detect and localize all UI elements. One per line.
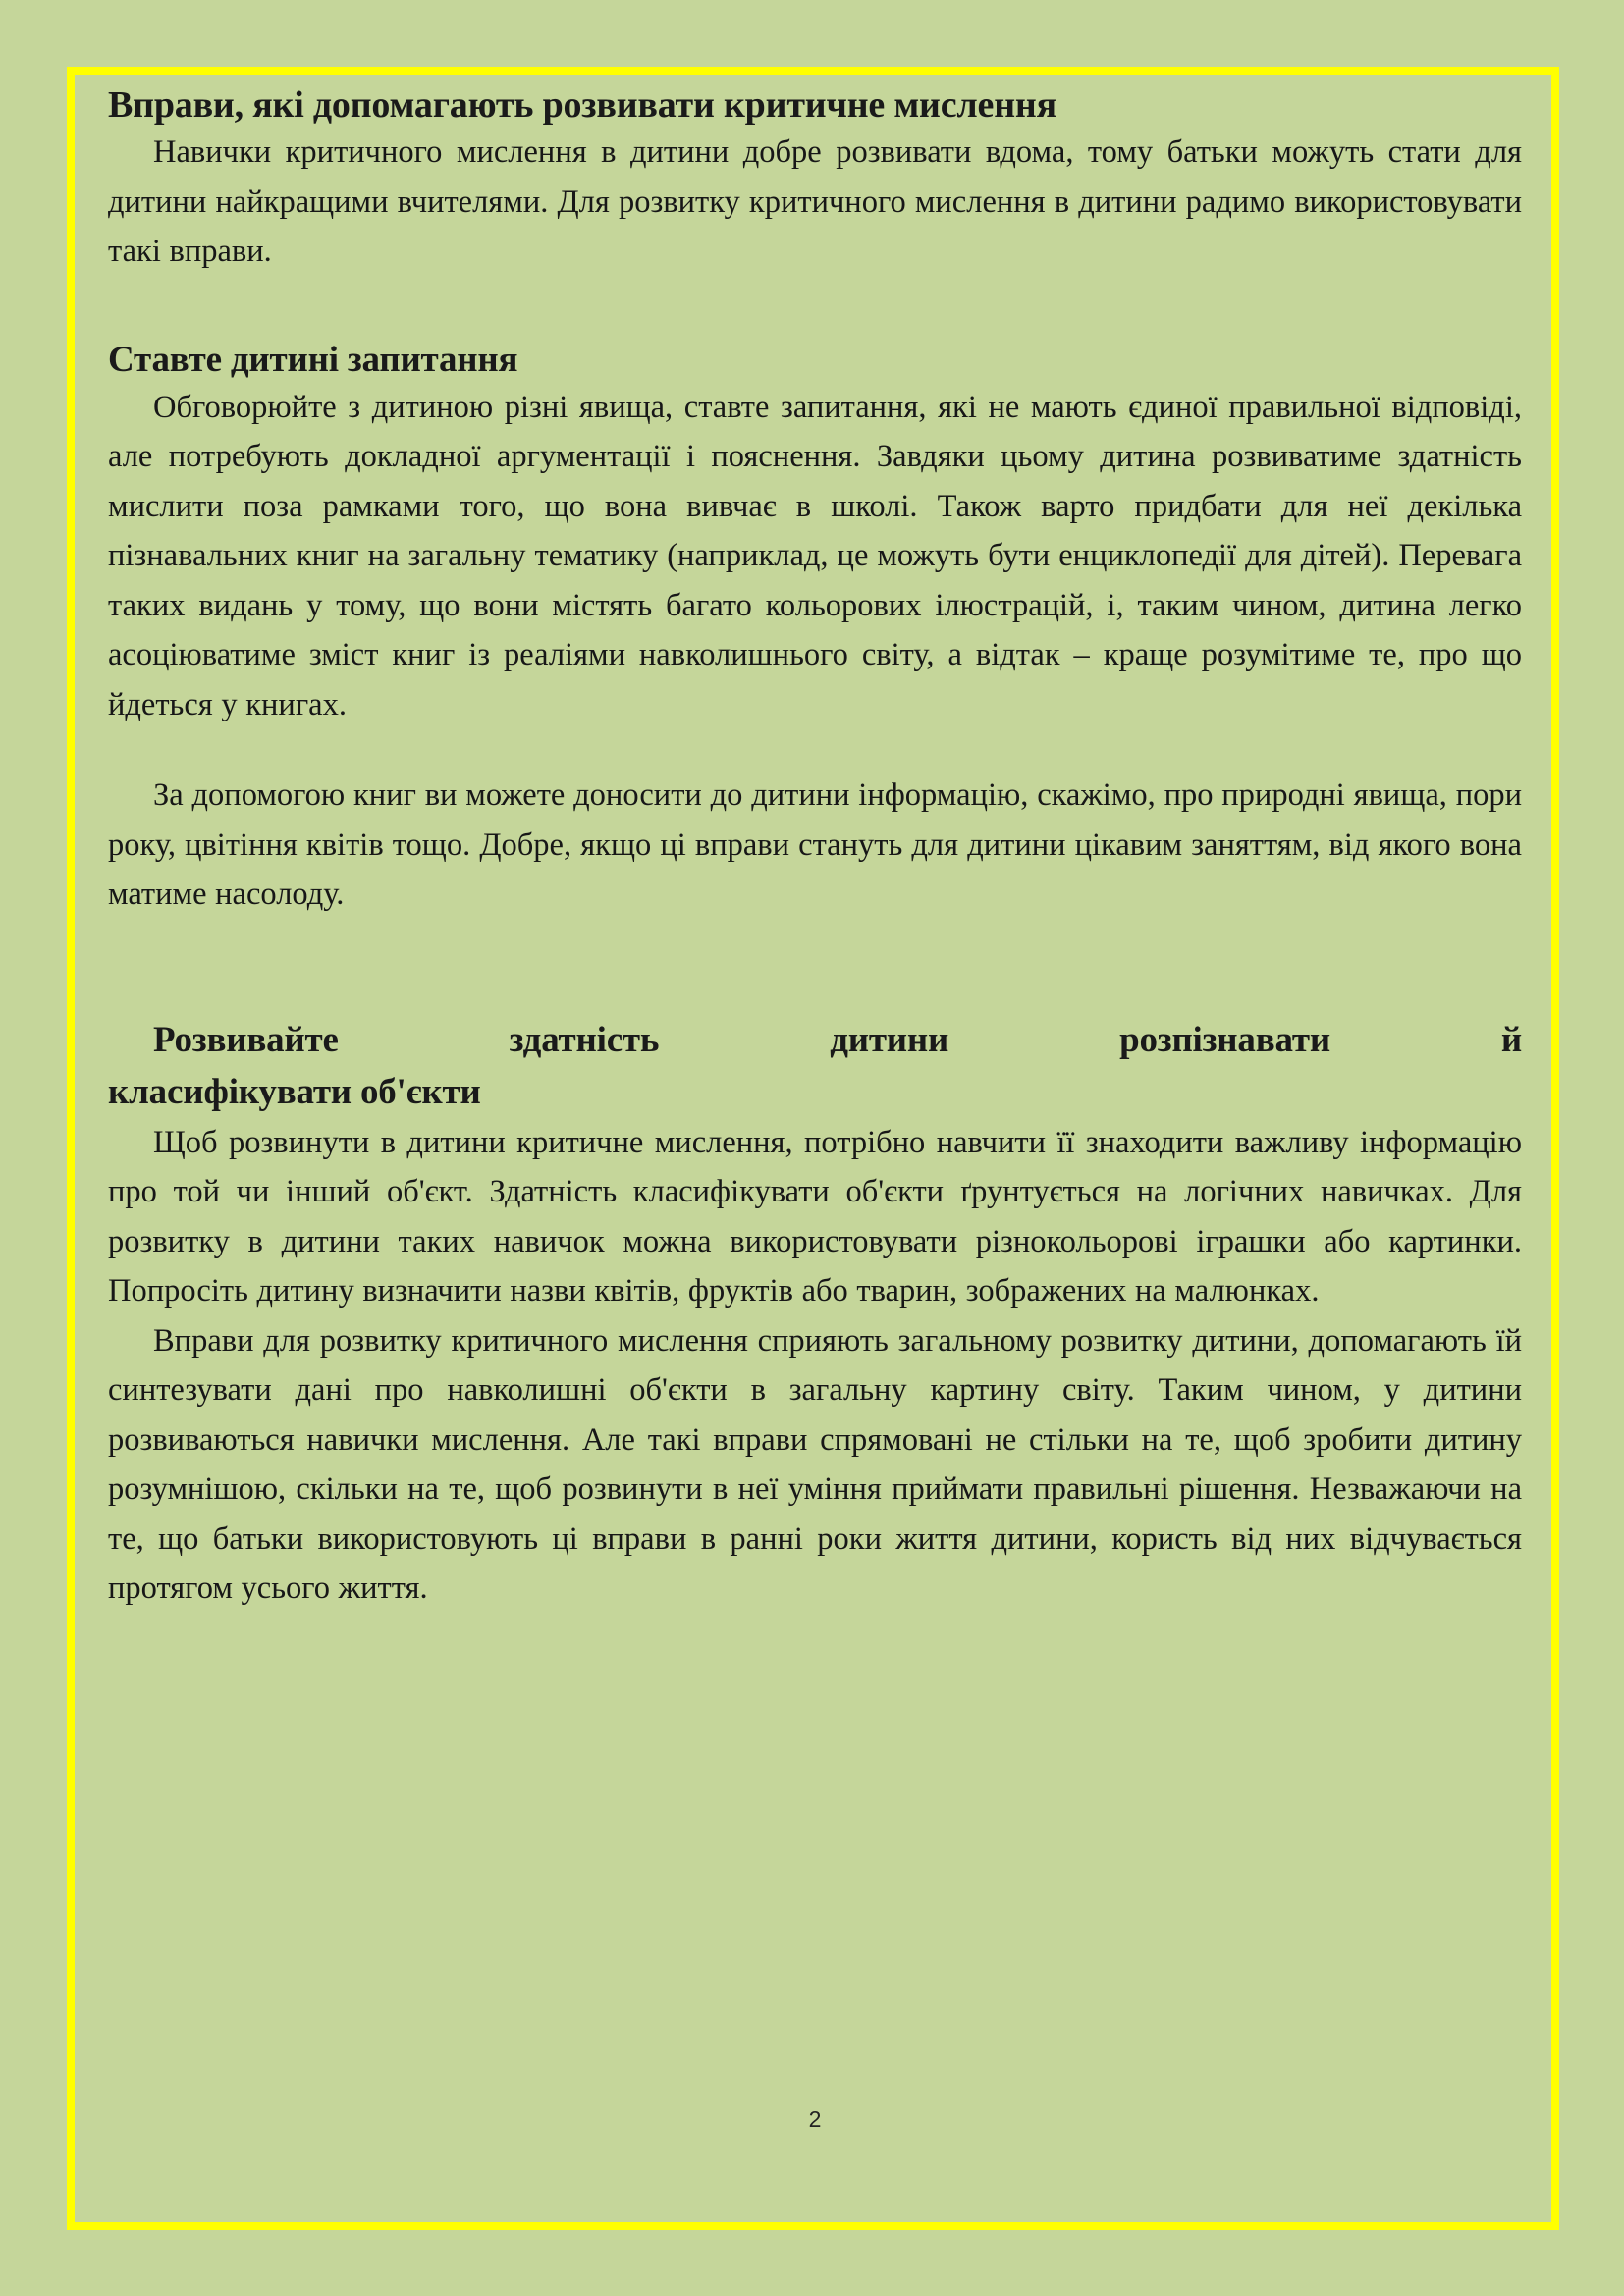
paragraph-spacer <box>108 729 1522 771</box>
section-spacer <box>108 920 1522 1014</box>
page-content <box>108 82 1522 2203</box>
paragraph-books-information: За допомогою книг ви можете доносити до дитини інформацію, скажімо, про природні явища, пори року, цвітіння квітів тощо. Добре, якщо ці вправи стануть для дитини цікавим заняттям, від якого вона матиме насолоду. <box>108 777 1522 912</box>
heading-line-secondary: класифікувати об'єкти <box>108 1071 481 1112</box>
section-heading-classify-objects <box>108 1014 1522 1118</box>
section-heading-ask-questions: Ставте дитині запитання <box>108 339 518 380</box>
paragraph-develop-classification: Щоб розвинути в дитини критичне мислення, потрібно навчити її знаходити важливу інформацію про той чи інший об'єкт. Здатність класифікувати об'єкти ґрунтується на логічних навичках. Для розвитку в дитини таких навичок можна використовувати різнокольорові іграшки або картинки. Попросіть дитину визначити назви квітів, фруктів або тварин, зображених на малюнках. <box>108 1124 1522 1308</box>
heading-line-primary: Розвивайте здатність дитини розпізнавати й <box>153 1019 1522 1060</box>
paragraph-intro: Навички критичного мислення в дитини добре розвивати вдома, тому батьки можуть стати для дитини найкращими вчителями. Для розвитку критичного мислення в дитини радимо використовувати такі вправи. <box>108 134 1522 269</box>
paragraph-exercises-benefit: Вправи для розвитку критичного мислення сприяють загальному розвитку дитини, допомагають їй синтезувати дані про навколишні об'єкти в загальну картину світу. Таким чином, у дитини розвиваються навички мислення. Але такі вправи спрямовані не стільки на те, щоб зробити дитину розумнішою, скільки на те, щоб розвинути в неї уміння приймати правильні рішення. Незважаючи на те, що батьки використовують ці вправи в ранні роки життя дитини, користь від них відчувається протягом усього життя. <box>108 1322 1522 1606</box>
section-spacer <box>108 277 1522 338</box>
page-title: Вправи, які допомагають розвивати критичне мислення <box>108 84 1056 126</box>
page-number: 2 <box>808 2107 822 2132</box>
paragraph-discuss-phenomena: Обговорюйте з дитиною різні явища, ставте запитання, які не мають єдиної правильної відповіді, але потребують докладної аргументації і пояснення. Завдяки цьому дитина розвиватиме здатність мислити поза рамками того, що вона вивчає в школі. Також варто придбати для неї декілька пізнавальних книг на загальну тематику (наприклад, це можуть бути енциклопедії для дітей). Перевага таких видань у тому, що вони містять багато кольорових ілюстрацій, і, таким чином, дитина легко асоціюватиме зміст книг із реаліями навколишнього світу, а відтак – краще розумітиме те, про що йдеться у книгах. <box>108 389 1522 722</box>
